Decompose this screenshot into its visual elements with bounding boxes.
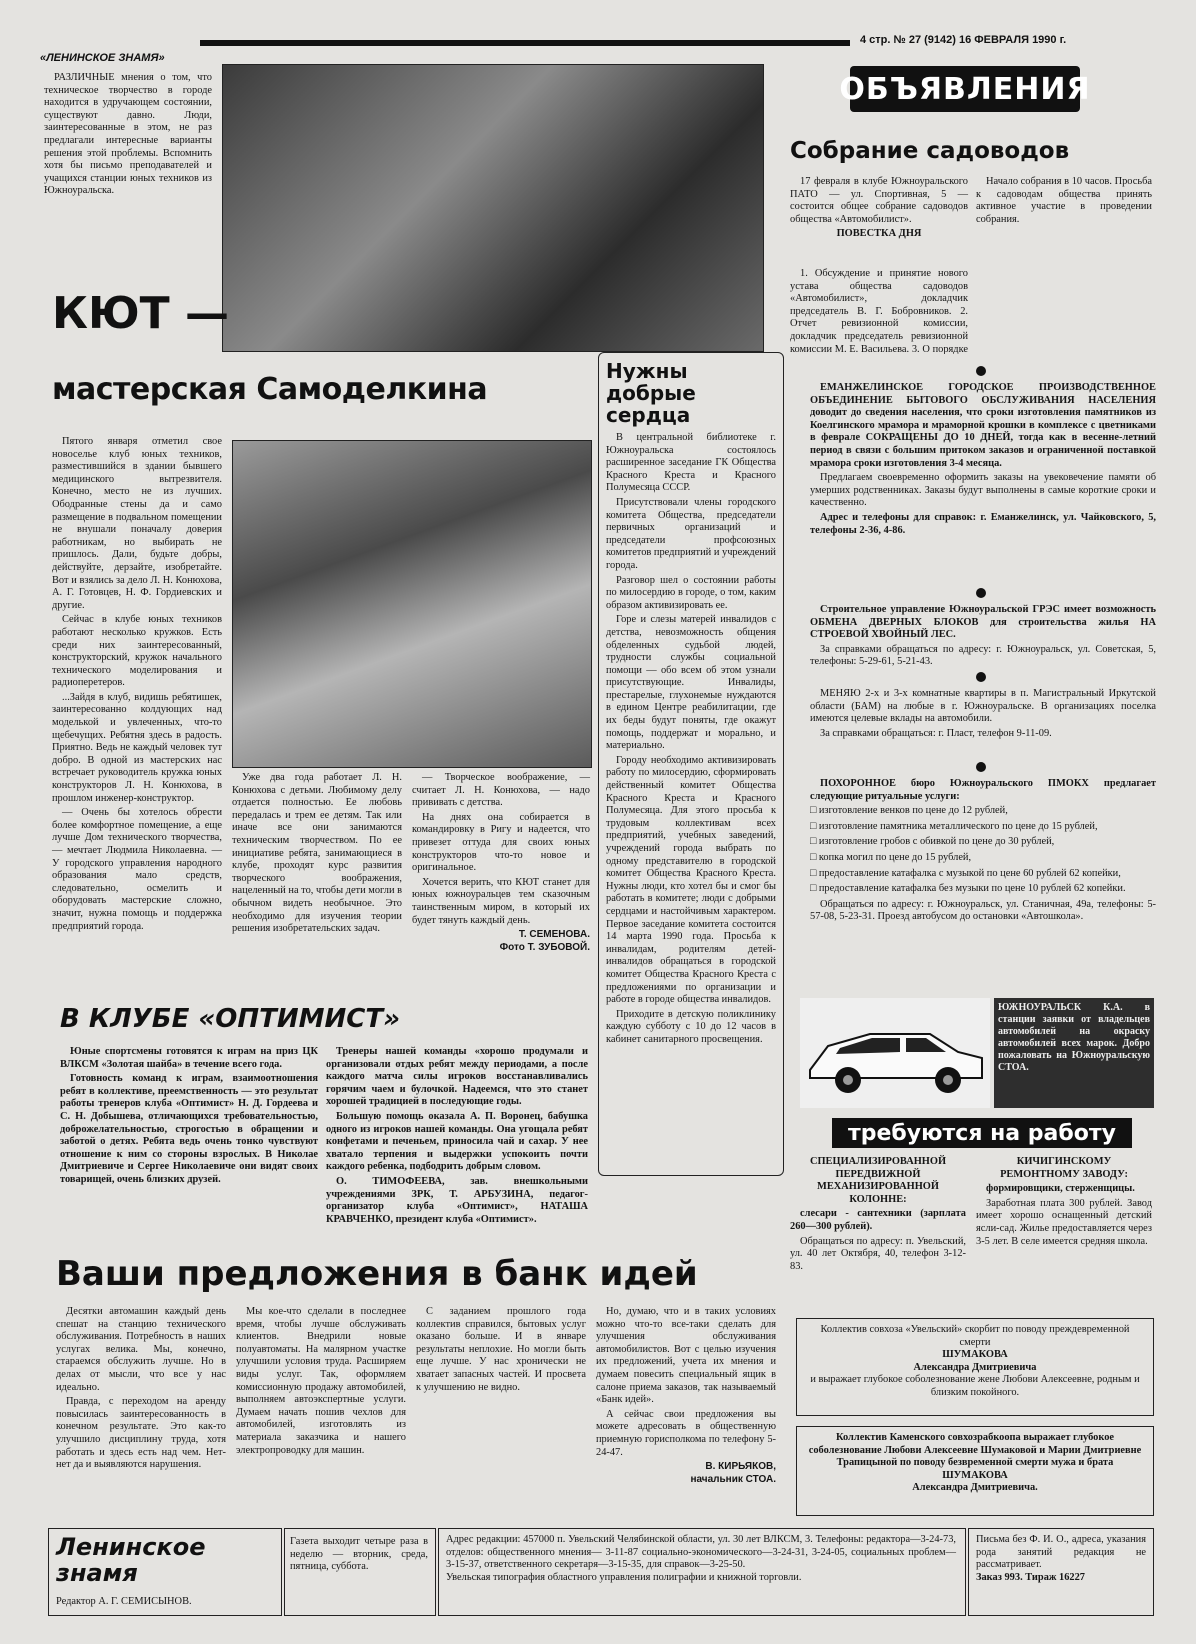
kut-col1: Пятого января отметил свое новоселье клуб юных техников, разместившийся в здании бывшего медицинского вытрезвителя. Конечно, место не из лучших. Ободранные стены да и само размещение в подвальном помещении не внушали поначалу доверия работникам, но выбирать не пришлось. Дали, будьте добры, действуйте, дерзайте, изобретайте. Вот и взялись за дело Л. Н. Конюхова, А. Г. Готовцев, Н. Ф. Гордиевских и другие. Сейчас в клубе юных техников работают несколько кружков. Есть среди них заинтересованный, конструкторский, кружок начального технического моделирования и радиоперетеров. ...Зайдя в клуб, видишь ребятишек, заинтересованно колдующих над моделькой и увлеченных, что-то щебечущих. Ребятня здесь в радость. Приятно. Ведь не каждый человек тут добро. В одной из мастерских нас встречает руководитель кружка юных конструкторов Л. Н. Конюхова, в прошлом инженер-конструктор. — Очень бы хотелось обрести более комфортное помещение, а еще лучше Дом технического творчества, — мечтает Людмила Николаевна. — У городского управления народного образования мало средств, следовательно, осмелить и оборудовать мастерские сложно, значит, нужна помощь и поддержка предприятий города. bbox=[52, 436, 222, 932]
condolence-2-text: Коллектив Каменского совхозрабкоопа выражает глубокое соболезнование Любови Алексеевне Шумаковой и Марии Дмитриевне Трапицыной по поводу безвременной смерти мужа и брата ШУМАКОВА Александра Дмитриевича. bbox=[808, 1432, 1142, 1494]
garden-title: Собрание садоводов bbox=[790, 138, 1070, 164]
kut-intro: РАЗЛИЧНЫЕ мнения о том, что техническое творчество в городе находится в удручающем состоянии, существуют давно. Люди, заинтересованные в этом, не раз предлагали интересные варианты решения этой проблемы. Вспомнить хотя бы письмо преподавателей и учащихся станции юных техников из Южноуральска. bbox=[44, 72, 212, 197]
separator-dot bbox=[976, 672, 986, 682]
kut-col3: — Творческое воображение, — считает Л. Н. Конюхова, — надо прививать с детства. На днях она собирается в командировку в Ригу и надеется, что привезет оттуда для своих юных конструкторов что-то новое и оригинальное. Хочется верить, что КЮТ станет для юных южноуральцев тем сказочным таинственным миром, в который их будет тянуть каждый день. Т. СЕМЕНОВА. Фото Т. ЗУБОВОЙ. bbox=[412, 772, 590, 953]
footer-schedule: Газета выходит четыре раза в неделю — вторник, среда, пятница, суббота. bbox=[290, 1536, 428, 1573]
jobs-left: СПЕЦИАЛИЗИРОВАННОЙ ПЕРЕДВИЖНОЙ МЕХАНИЗИРОВАННОЙ КОЛОННЕ: слесари - сантехники (зарплата 260—300 рублей). Обращаться по адресу: п. Увельский, ул. 40 лет Октября, 40, телефон 3-12-83. bbox=[790, 1156, 966, 1272]
kut-col2: Уже два года работает Л. Н. Конюхова с детьми. Любимому делу отдается полностью. Ее любовь передалась и трем ее детям. Так или иначе все они занимаются техническим творчеством. По ее инициативе ребята, занимающиеся в клубе, проходят курс развития творческого воображения, нацеленный на то, чтобы дети могли в обычном видеть необычное. Это необходимо для изучения теории решения изобретательских задач. bbox=[232, 772, 403, 935]
emanzh-ad: ЕМАНЖЕЛИНСКОЕ ГОРОДСКОЕ ПРОИЗВОДСТВЕННОЕ ОБЪЕДИНЕНИЕ БЫТОВОГО ОБСЛУЖИВАНИЯ НАСЕЛЕНИЯ доводит до сведения населения, что сроки изготовления памятников из Коелгинского мрамора и мраморной крошки в комплексе с цветниками в феврале СОКРАЩЕНЫ ДО 10 ДНЕЙ, тогда как в весенне-летний период в связи с большим притоком заказов и ограниченной поставкой мрамора сроки изготовления 3-4 месяца. Предлагаем своевременно оформить заказы на увековечение памяти об умерших родственниках. Заказы будут выполнены в самые короткие сроки и качественно. Адрес и телефоны для справок: г. Еманжелинск, ул. Чайковского, 5, телефоны 2-36, 4-86. bbox=[810, 382, 1156, 536]
garden-agenda: 1. Обсуждение и принятие нового устава общества садоводов «Автомобилист», докладчик председатель В. Г. Бобровников. 2. Отчет ревизионной комиссии, докладчик председатель ревизионной комиссии М. Е. Васильева. 3. О порядке bbox=[790, 268, 968, 354]
bank-col4: Но, думаю, что и в таких условиях можно что-то все-таки сделать для улучшения обслуживания автомобилистов. Вот с целью изучения их предложений, учета их мнения и думаем повесить специальный ящик в салоне приема заказов, так называемый «Банк идей». А сейчас свои предложения вы можете адресовать в общественную приемную горисполкома по телефону 5-24-47. В. КИРЬЯКОВ, начальник СТОА. bbox=[596, 1306, 776, 1485]
bank-col2: Мы кое-что сделали в последнее время, чтобы лучше обслуживать клиентов. Внедрили новые полуавтоматы. На малярном участке улучшили условия труда. Расширяем виды услуг. Так, оформляем комиссионную продажу автомобилей, выполняем автоэкспертные услуги. Думаем начать пошив чехлов для автомобилей, изготовлять из материала заказчика и нашего электропроводку для машин. bbox=[236, 1306, 406, 1456]
garden-col2: Начало собрания в 10 часов. Просьба к садоводам общества принять активное участие в проведении собрания. bbox=[976, 176, 1152, 225]
kut-author: Т. СЕМЕНОВА. bbox=[518, 929, 590, 941]
kut-title: КЮТ — bbox=[52, 288, 229, 339]
jobs-right: КИЧИГИНСКОМУ РЕМОНТНОМУ ЗАВОДУ: формировщики, стерженщицы. Заработная плата 300 рублей. Завод имеет хорошо оснащенный детский ясли-сад. Жилье предоставляется через 3-5 лет. В селе имеется средняя школа. bbox=[976, 1156, 1152, 1247]
optimist-col1: Юные спортсмены готовятся к играм на приз ЦК ВЛКСМ «Золотая шайба» в течение всего года. Готовность команд к играм, взаимоотношения ребят в коллективе, преемственность — это результат работы тренеров клуба «Оптимист» Н. Д. Гордеева и С. Н. Добышева, отличающихся требовательностью, доброжелательностью, строгостью в обращении и заботой о детях. Ребята ведь очень тонко чувствуют отношение к ним со стороны взрослых. В Николае Дмитриевиче и Сергее Николаевиче они видят своих товарищей, очень близких друзей. bbox=[60, 1046, 318, 1185]
footer-logo: Ленинское знамя bbox=[56, 1533, 206, 1587]
footer-letters: Письма без Ф. И. О., адреса, указания рода занятий редакция не рассматривает. Заказ 993. Тираж 16227 bbox=[976, 1534, 1146, 1583]
car-illustration bbox=[800, 998, 990, 1108]
kut-subtitle: мастерская Самоделкина bbox=[52, 372, 488, 407]
funeral-ad: ПОХОРОННОЕ бюро Южноуральского ПМОКХ предлагает следующие ритуальные услуги: □ изготовление венков по цене до 12 рублей, □ изготовление памятника металлического по цене до 15 рублей, □ изготовление гробов с обивкой по цене до 30 рублей, □ копка могил по цене до 15 рублей, □ предоставление катафалка с музыкой по цене 60 рублей 62 копейки, □ предоставление катафалка без музыки по цене 10 рублей 62 копейки. Обращаться по адресу: г. Южноуральск, ул. Станичная, 49а, телефоны: 5-57-08, 5-23-31. Проезд автобусом до остановки «Автошкола». bbox=[810, 778, 1156, 926]
separator-dot bbox=[976, 366, 986, 376]
bank-sign-title: начальник СТОА. bbox=[690, 1473, 776, 1485]
condolence-1-text: Коллектив совхоза «Увельский» скорбит по поводу преждевременной смерти ШУМАКОВА Александра Дмитриевича и выражает глубокое соболезнование жене Любови Алексеевне, родным и близким покойного. bbox=[810, 1324, 1140, 1398]
footer-address: Адрес редакции: 457000 п. Увельский Челябинской области, ул. 30 лет ВЛКСМ, 3. Телефоны: редактора—3-24-73, отделов: общественного мнения— 3-11-87 социально-экономического—3-24-31, 3-24-05, социальных проблем—3-15-37, ответственного секретаря—3-15-35, для справок—3-25-50. Увельская типография областного управления полиграфии и книжной торговли. bbox=[446, 1534, 956, 1583]
masthead-small: «ЛЕНИНСКОЕ ЗНАМЯ» bbox=[40, 52, 165, 64]
hearts-text: В центральной библиотеке г. Южноуральска состоялось расширенное заседание ГК Общества Красного Креста и Красного Полумесяца СССР. Присутствовали члены городского комитета Общества, председатели первичных организаций и председатели профсоюзных комитетов предприятий и учреждений города. Разговор шел о состоянии работы по милосердию в городе, о том, каким образом активизировать ее. Горе и слезы матерей инвалидов с детства, невозможность общения обделенных судьбой людей, трудности службы социальной помощи — обо всем об этом узнали присутствующие. Инвалиды, престарелые, глухонемые нуждаются в едином Центре реабилитации, где их беды будут поняты, где окажут помощь, поддержат и морально, и материально. Городу необходимо активизировать работу по милосердию, сформировать действенный комитет Общества Красного Креста и Красного Полумесяца. Для этого просьба к трудовым коллективам всех предприятий, учебных заведений, учреждений города выбрать по одному представителю в городской комитет Общества Красного Креста. Нужны люди, кто хотел бы и смог бы работать в комитете; люди с добрыми сердцами и настойчивым характером. Первое заседание комитета состоится 14 марта 1990 года. Просьба к инвалидам, родителям детей-инвалидов обращаться в городской комитет Общества Красного Креста с предложениями по организации и работе в городе общества инвалидов. Приходите в детскую поликлинику каждую субботу с 10 до 12 часов в кабинет санитарного просвещения. bbox=[606, 432, 776, 1045]
separator-dot bbox=[976, 588, 986, 598]
photo-toys-workshop bbox=[232, 440, 592, 768]
garden-col1: 17 февраля в клубе Южноуральского ПАТО — ул. Спортивная, 5 — состоится общее собрание садоводов общества «Автомобилист». ПОВЕСТКА ДНЯ bbox=[790, 176, 968, 240]
bank-col3: С заданием прошлого года коллектив справился, бытовых услуг оказано больше. И в январе результаты неплохие. Но могли быть еще лучше. У нас хронически не хватает запасных частей. И просвета к улучшению не видно. bbox=[416, 1306, 586, 1393]
bank-title: Ваши предложения в банк идей bbox=[56, 1254, 698, 1294]
kut-photo-credit: Фото Т. ЗУБОВОЙ. bbox=[499, 941, 590, 953]
photo-children-workshop bbox=[222, 64, 764, 352]
separator-dot bbox=[976, 762, 986, 772]
hearts-title: Нужны добрые сердца bbox=[606, 359, 696, 427]
header-rule bbox=[200, 40, 850, 46]
bank-col1: Десятки автомашин каждый день спешат на станцию технического обслуживания. Потребность в наших услугах велика. Мы, конечно, стараемся обслужить лучше. Но в делах от мысли, что все у нас идеально. Правда, с переходом на аренду повысилась заинтересованность в конечном результате. Это как-то улучшило дисциплину труда, хотя работать и здесь есть над чем. Нет-нет да и выявляются нарушения. bbox=[56, 1306, 226, 1471]
jobs-banner: требуются на работу bbox=[832, 1118, 1132, 1148]
optimist-title: В КЛУБЕ «ОПТИМИСТ» bbox=[60, 1004, 400, 1034]
ads-banner: ОБЪЯВЛЕНИЯ bbox=[850, 66, 1080, 112]
bank-sign-name: В. КИРЬЯКОВ, bbox=[705, 1461, 776, 1473]
issue-line: 4 стр. № 27 (9142) 16 ФЕВРАЛЯ 1990 г. bbox=[860, 34, 1067, 46]
swap-ad: МЕНЯЮ 2-х и 3-х комнатные квартиры в п. Магистральный Иркутской области (БАМ) на любые в г. Южноуральске. В организациях поселка имеются целевые вклады на автомобили. За справками обращаться: г. Пласт, телефон 9-11-09. bbox=[810, 688, 1156, 739]
car-ad-text: ЮЖНОУРАЛЬСК К.А. в станции заявки от владельцев автомобилей на окраску автомобилей всех марок. Добро пожаловать на Южноуральскую СТОА. bbox=[994, 998, 1154, 1108]
gres-ad: Строительное управление Южноуральской ГРЭС имеет возможность ОБМЕНА ДВЕРНЫХ БЛОКОВ для строительства жилья НА СТРОЕВОЙ ХВОЙНЫЙ ЛЕС. За справками обращаться по адресу: г. Южноуральск, ул. Советская, 5, телефоны: 5-29-61, 5-21-43. bbox=[810, 604, 1156, 668]
footer-editor: Редактор А. Г. СЕМИСЫНОВ. bbox=[56, 1596, 192, 1607]
optimist-col2: Тренеры нашей команды «хорошо продумали и организовали отдых ребят между периодами, а после каждого матча силы игроков восстанавливались горячим чаем и булочкой. Надеемся, что это станет хорошей традицией в последующие годы. Большую помощь оказала А. П. Воронец, бабушка одного из игроков нашей команды. Она угощала ребят конфетами и печеньем, приносила чай и сахар. У нее хватало терпения и выдержки успокоить почти каждого ребенка, подбодрить добрым словом. О. ТИМОФЕЕВА, зав. внешкольными учреждениями ЗРК, Т. АРБУЗИНА, педагог-организатор клуба «Оптимист», НАТАША КРАВЧЕНКО, президент клуба «Оптимист». bbox=[326, 1046, 588, 1225]
